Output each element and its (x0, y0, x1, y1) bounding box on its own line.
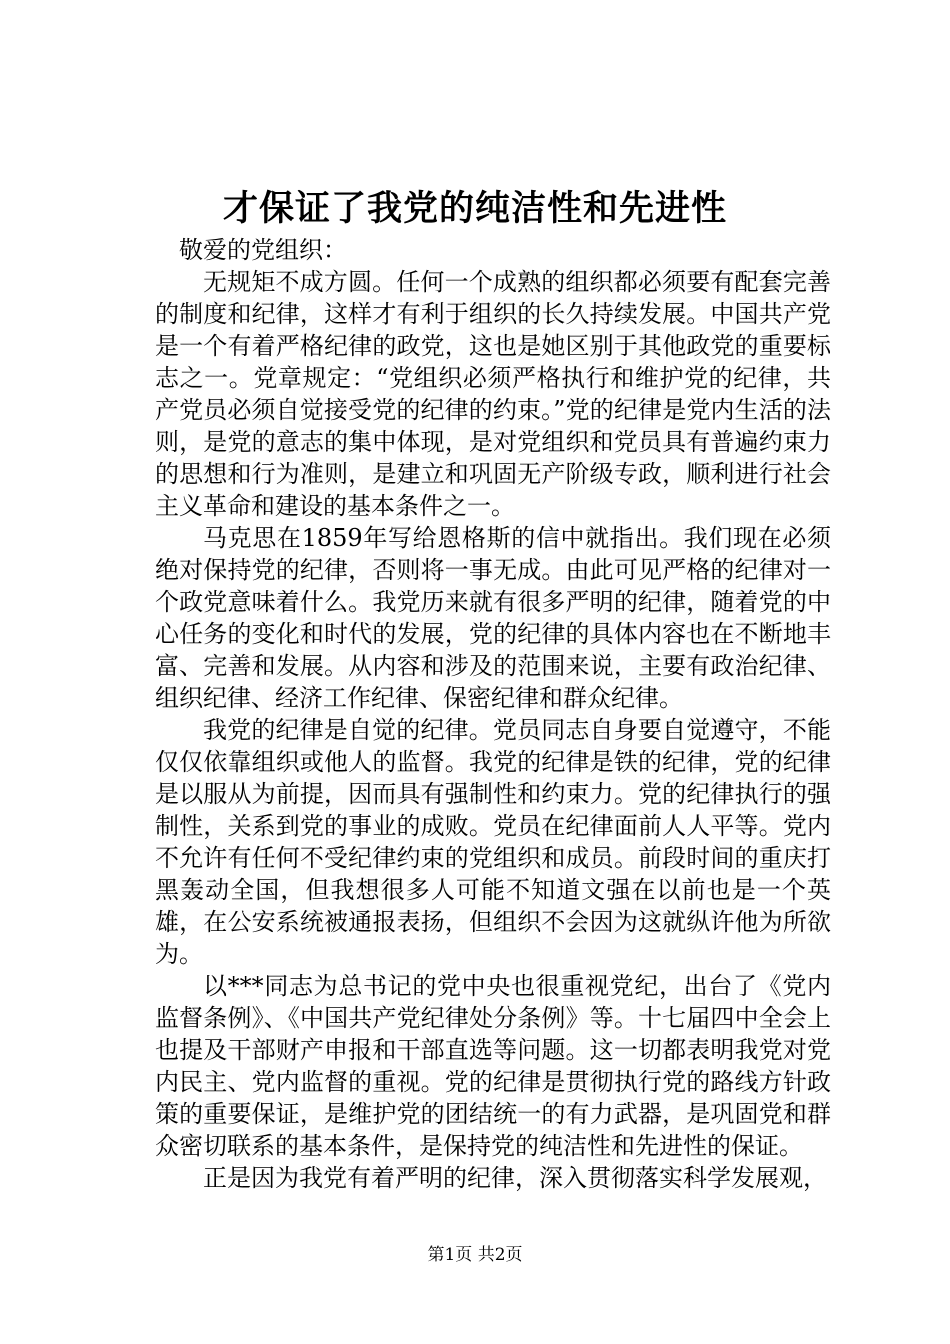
paragraph-5: 正是因为我党有着严明的纪律，深入贯彻落实科学发展观， (203, 1164, 827, 1192)
paragraph-4: 以***同志为总书记的党中央也很重视党纪，出台了《党内监督条例》、《中国共产党纪律处分条例》等。十七届四中全会上也提及干部财产申报和干部直选等问题。这一切都表明我党对党内民主、党内监督的重视。党的纪律是贯彻执行党的路线方针政策的重要保证，是维护党的团结统一的有力武器，是巩固党和群众密切联系的基本条件，是保持党的纯洁性和先进性的保证。 (155, 972, 831, 1160)
page-footer: 第1页 共2页 (427, 1245, 523, 1265)
paragraph-1: 无规矩不成方圆。任何一个成熟的组织都必须要有配套完善的制度和纪律，这样才有利于组织的长久持续发展。中国共产党是一个有着严格纪律的政党，这也是她区别于其他政党的重要标志之一。党章规定：“党组织必须严格执行和维护党的纪律，共产党员必须自觉接受党的纪律的约束。”党的纪律是党内生活的法则，是党的意志的集中体现，是对党组织和党员具有普遍约束力的思想和行为准则，是建立和巩固无产阶级专政，顺利进行社会主义革命和建设的基本条件之一。 (155, 268, 831, 520)
salutation: 敬爱的党组织： (179, 236, 347, 264)
document-title: 才保证了我党的纯洁性和先进性 (222, 188, 727, 229)
paragraph-2: 马克思在1859年写给恩格斯的信中就指出。我们现在必须绝对保持党的纪律，否则将一事无成。由此可见严格的纪律对一个政党意味着什么。我党历来就有很多严明的纪律，随着党的中心任务的变化和时代的发展，党的纪律的具体内容也在不断地丰富、完善和发展。从内容和涉及的范围来说，主要有政治纪律、组织纪律、经济工作纪律、保密纪律和群众纪律。 (155, 524, 831, 712)
paragraph-3: 我党的纪律是自觉的纪律。党员同志自身要自觉遵守，不能仅仅依靠组织或他人的监督。我党的纪律是铁的纪律，党的纪律是以服从为前提，因而具有强制性和约束力。党的纪律执行的强制性，关系到党的事业的成败。党员在纪律面前人人平等。党内不允许有任何不受纪律约束的党组织和成员。前段时间的重庆打黑轰动全国，但我想很多人可能不知道文强在以前也是一个英雄，在公安系统被通报表扬，但组织不会因为这就纵许他为所欲为。 (155, 716, 831, 968)
document-body (155, 234, 831, 1194)
